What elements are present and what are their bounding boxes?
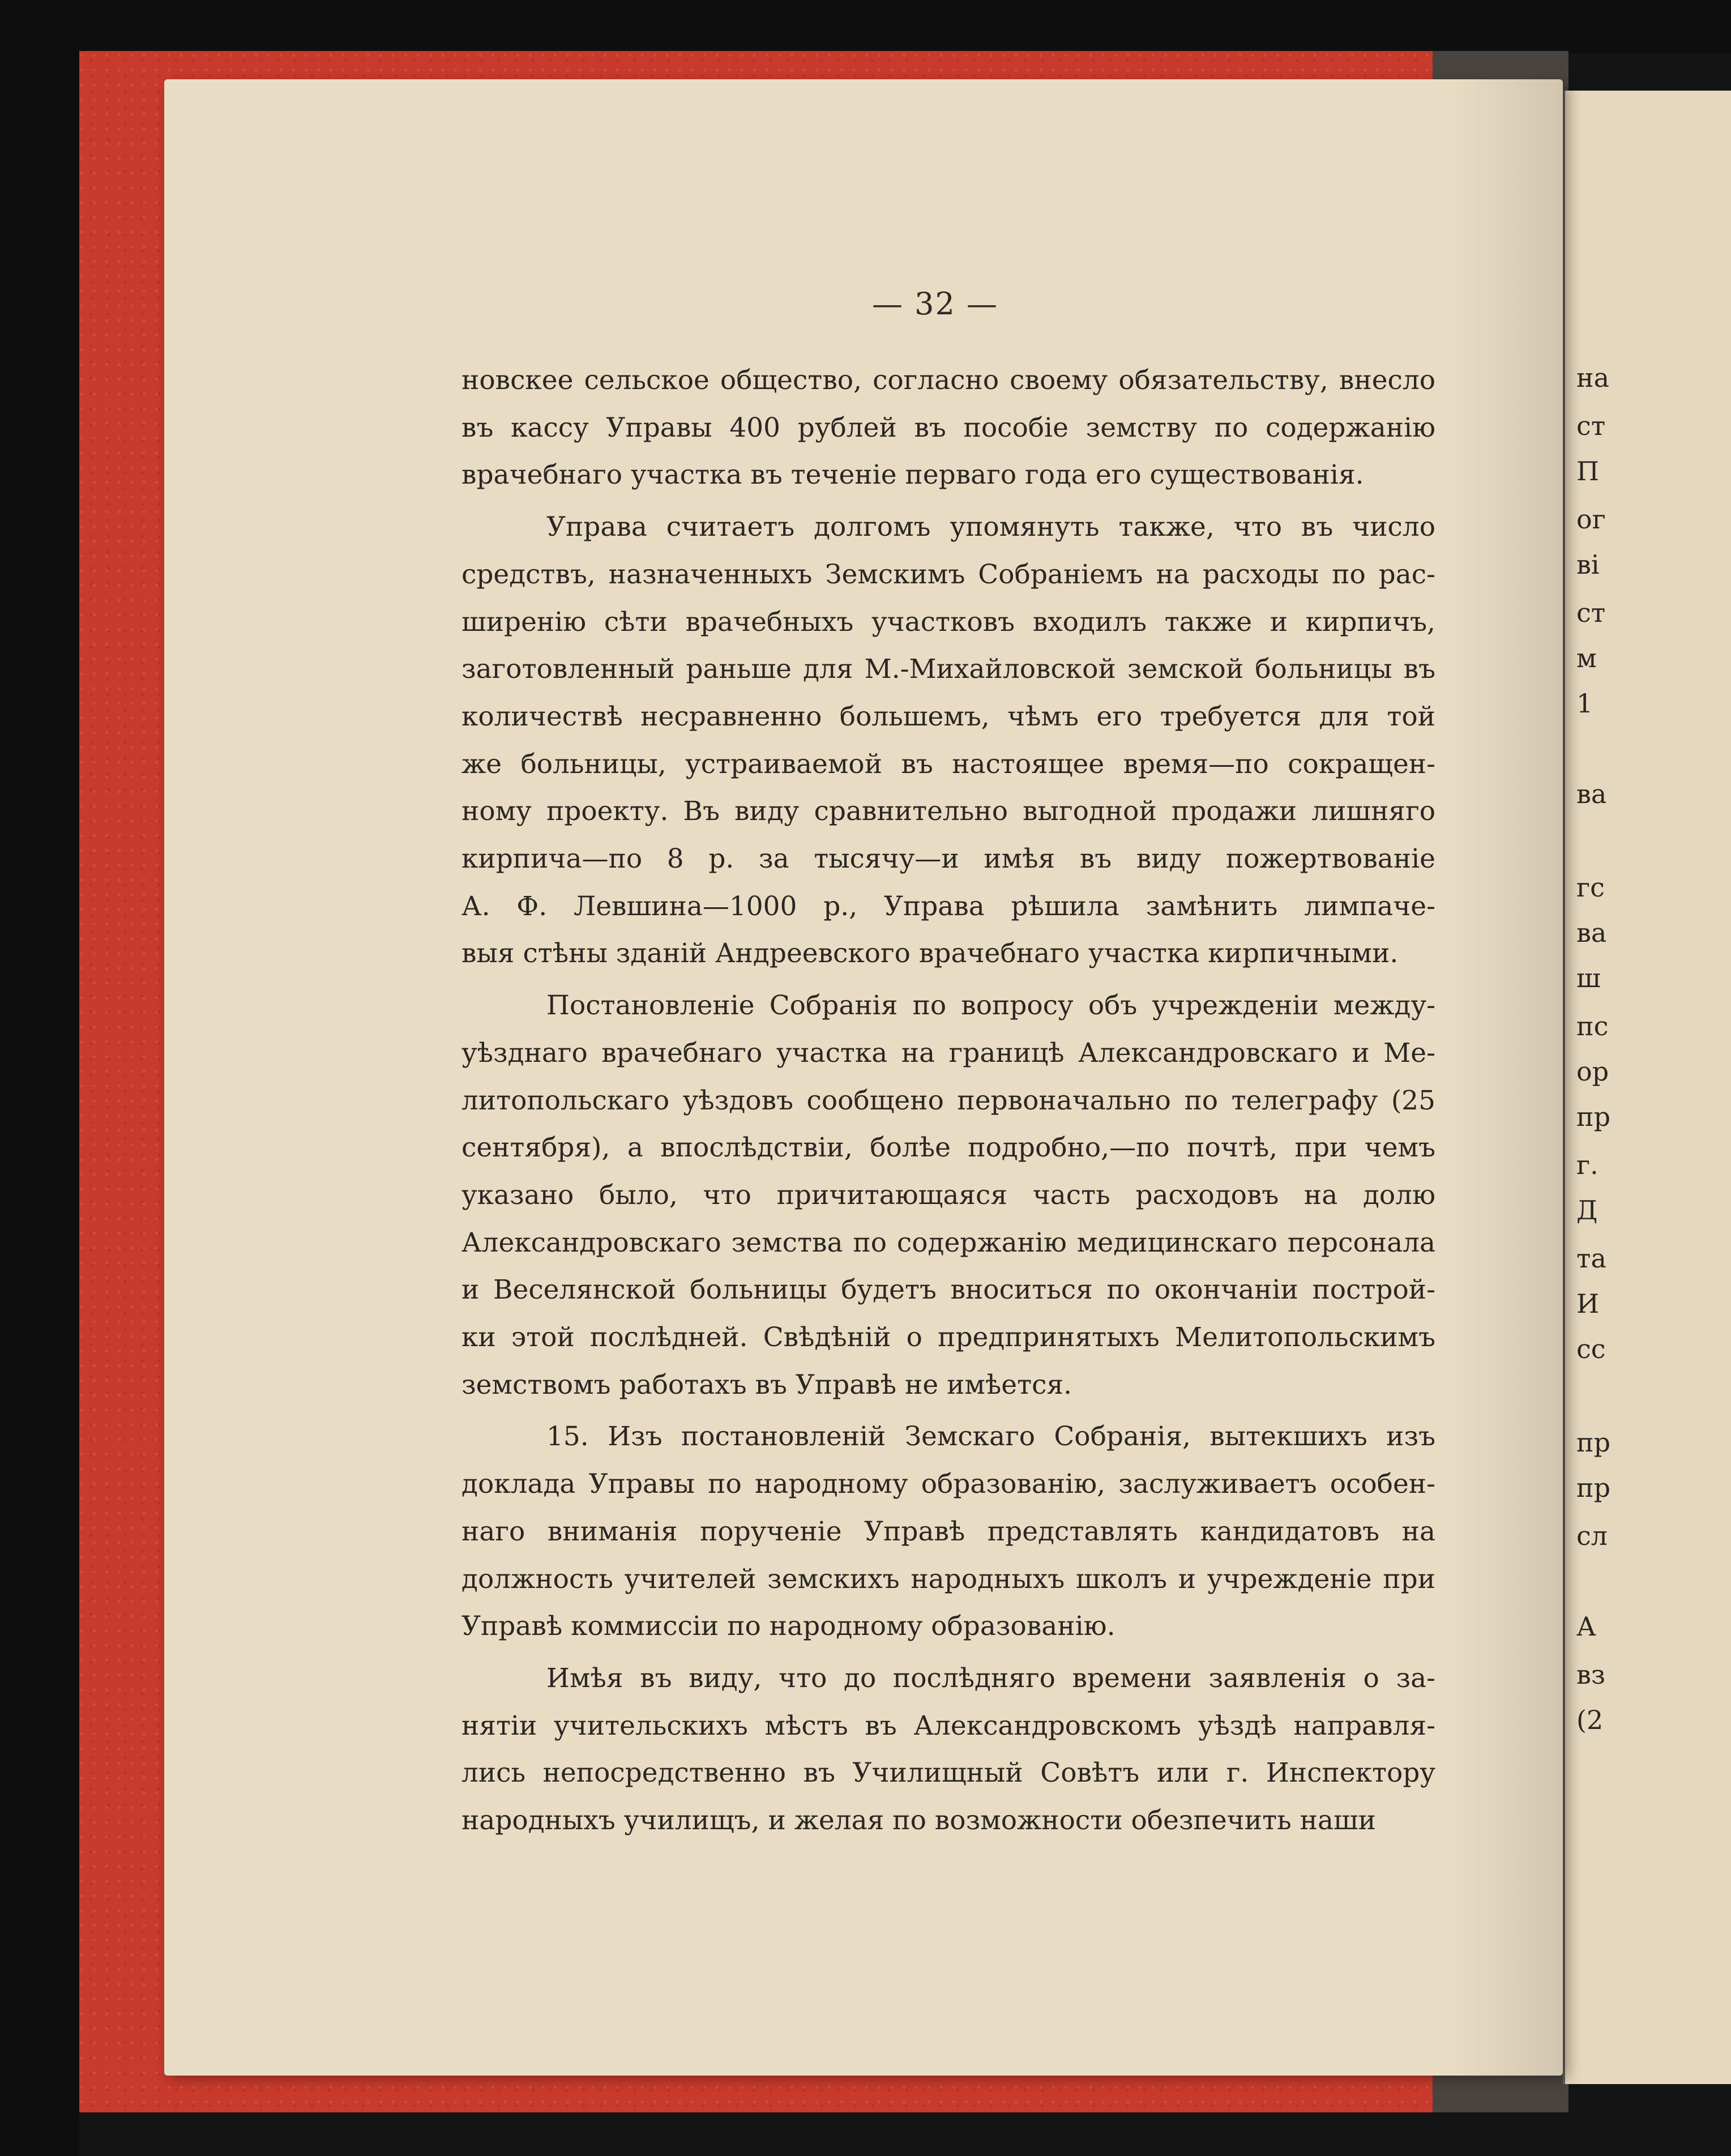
facing-page-fragment: пр xyxy=(1576,1472,1611,1503)
facing-page-fragment: П xyxy=(1576,456,1600,486)
facing-page-fragment: м xyxy=(1576,643,1597,673)
paragraph-gap xyxy=(461,1650,1435,1655)
facing-page-fragment: пр xyxy=(1576,1102,1611,1132)
text-line: количествѣ несравненно большемъ, чѣмъ его требуется для той xyxy=(461,701,1435,732)
facing-page-fragment: гс xyxy=(1576,872,1605,903)
text-line: и Веселянской больницы будетъ вноситься по окончаніи построй- xyxy=(461,1274,1435,1306)
text-line: Управа считаетъ долгомъ упомянуть также, что въ число xyxy=(546,511,1435,543)
paragraph-gap xyxy=(461,977,1435,982)
facing-page-fragment: ві xyxy=(1576,549,1600,580)
facing-page-edge xyxy=(1563,91,1731,2084)
text-line: доклада Управы по народному образованію, заслуживаетъ особен- xyxy=(461,1468,1435,1500)
paragraph xyxy=(461,357,1435,499)
text-line: литопольскаго уѣздовъ сообщено первоначально по телеграфу (25 xyxy=(461,1085,1435,1116)
text-line: уѣзднаго врачебнаго участка на границѣ Александровскаго и Ме- xyxy=(461,1037,1435,1069)
text-line: новскее сельское общество, согласно своему обязательству, внесло xyxy=(461,365,1435,396)
paragraph xyxy=(461,503,1435,977)
text-line: земствомъ работахъ въ Управѣ не имѣется. xyxy=(461,1369,1072,1401)
scan-background-left xyxy=(0,0,79,2156)
facing-page-fragment: пр xyxy=(1576,1427,1611,1458)
text-line: заготовленный раньше для М.-Михайловской земской больницы въ xyxy=(461,654,1435,685)
text-line: 15. Изъ постановленій Земскаго Собранія, вытекшихъ изъ xyxy=(546,1421,1435,1453)
paragraph xyxy=(461,1413,1435,1650)
text-line: Постановленіе Собранія по вопросу объ учрежденіи между- xyxy=(546,990,1435,1022)
text-line: Имѣя въ виду, что до послѣдняго времени заявленія о за- xyxy=(546,1662,1435,1694)
paragraph-gap xyxy=(461,499,1435,503)
text-line: Александровскаго земства по содержанію медицинскаго персонала xyxy=(461,1227,1435,1258)
text-line: выя стѣны зданій Андреевского врачебнаго участка кирпичными. xyxy=(461,938,1399,970)
paragraph xyxy=(461,1655,1435,1845)
facing-page-fragment: А xyxy=(1576,1611,1596,1642)
paragraph xyxy=(461,982,1435,1408)
text-line: сентября), а впослѣдствіи, болѣе подробно,—по почтѣ, при чемъ xyxy=(461,1132,1435,1164)
text-line: средствъ, назначенныхъ Земскимъ Собраніемъ на расходы по рас- xyxy=(461,558,1435,590)
facing-page-fragment: ог xyxy=(1576,504,1606,535)
facing-page-fragment: И xyxy=(1576,1288,1600,1319)
facing-page-fragment: Д xyxy=(1576,1195,1598,1226)
text-line: же больницы, устраиваемой въ настоящее время—по сокращен- xyxy=(461,748,1435,780)
facing-page-fragment: пс xyxy=(1576,1011,1609,1041)
text-line: нятіи учительскихъ мѣстъ въ Александровскомъ уѣздѣ направля- xyxy=(461,1710,1435,1741)
facing-page-fragment: вз xyxy=(1576,1659,1605,1690)
page-body-text xyxy=(461,357,1435,1845)
facing-page-fragment: (2 xyxy=(1576,1705,1604,1735)
facing-page-fragment: 1 xyxy=(1576,688,1593,719)
facing-page-fragment: ст xyxy=(1576,411,1606,441)
facing-page-fragment: та xyxy=(1576,1243,1606,1274)
text-line: кирпича—по 8 р. за тысячу—и имѣя въ виду пожертвованіе xyxy=(461,843,1435,875)
scan-background-top xyxy=(0,0,1731,54)
paragraph-gap xyxy=(461,1408,1435,1413)
text-line: ки этой послѣдней. Свѣдѣній о предпринятыхъ Мелитопольскимъ xyxy=(461,1322,1435,1354)
text-line: лись непосредственно въ Училищный Совѣтъ или г. Инспектору xyxy=(461,1757,1435,1789)
text-line: А. Ф. Левшина—1000 р., Управа рѣшила замѣнить лимпаче- xyxy=(461,890,1435,922)
facing-page-fragment: сл xyxy=(1576,1521,1608,1551)
text-line: въ кассу Управы 400 рублей въ пособіе земству по содержанію xyxy=(461,412,1435,443)
facing-page-fragment: сс xyxy=(1576,1334,1606,1364)
facing-page-fragment: ва xyxy=(1576,779,1607,809)
page-number: — 32 — xyxy=(872,286,999,322)
facing-page-fragment: на xyxy=(1576,362,1610,393)
text-line: должность учителей земскихъ народныхъ школъ и учрежденіе при xyxy=(461,1563,1435,1595)
facing-page-fragment: г. xyxy=(1576,1150,1598,1180)
text-line: указано было, что причитающаяся часть расходовъ на долю xyxy=(461,1179,1435,1211)
facing-page-fragment: ш xyxy=(1576,963,1601,993)
facing-page-fragment: ст xyxy=(1576,597,1606,628)
text-line: Управѣ коммиссіи по народному образованію. xyxy=(461,1611,1115,1642)
text-line: ширенію сѣти врачебныхъ участковъ входилъ также и кирпичъ, xyxy=(461,606,1435,638)
text-line: наго вниманія порученіе Управѣ представлять кандидатовъ на xyxy=(461,1515,1435,1547)
facing-page-fragment: ва xyxy=(1576,917,1607,948)
text-line: ному проекту. Въ виду сравнительно выгодной продажи лишняго xyxy=(461,796,1435,827)
text-line: народныхъ училищъ, и желая по возможности обезпечить наши xyxy=(461,1805,1376,1837)
text-line: врачебнаго участка въ теченіе перваго года его существованія. xyxy=(461,459,1364,491)
facing-page-fragment: ор xyxy=(1576,1056,1609,1087)
